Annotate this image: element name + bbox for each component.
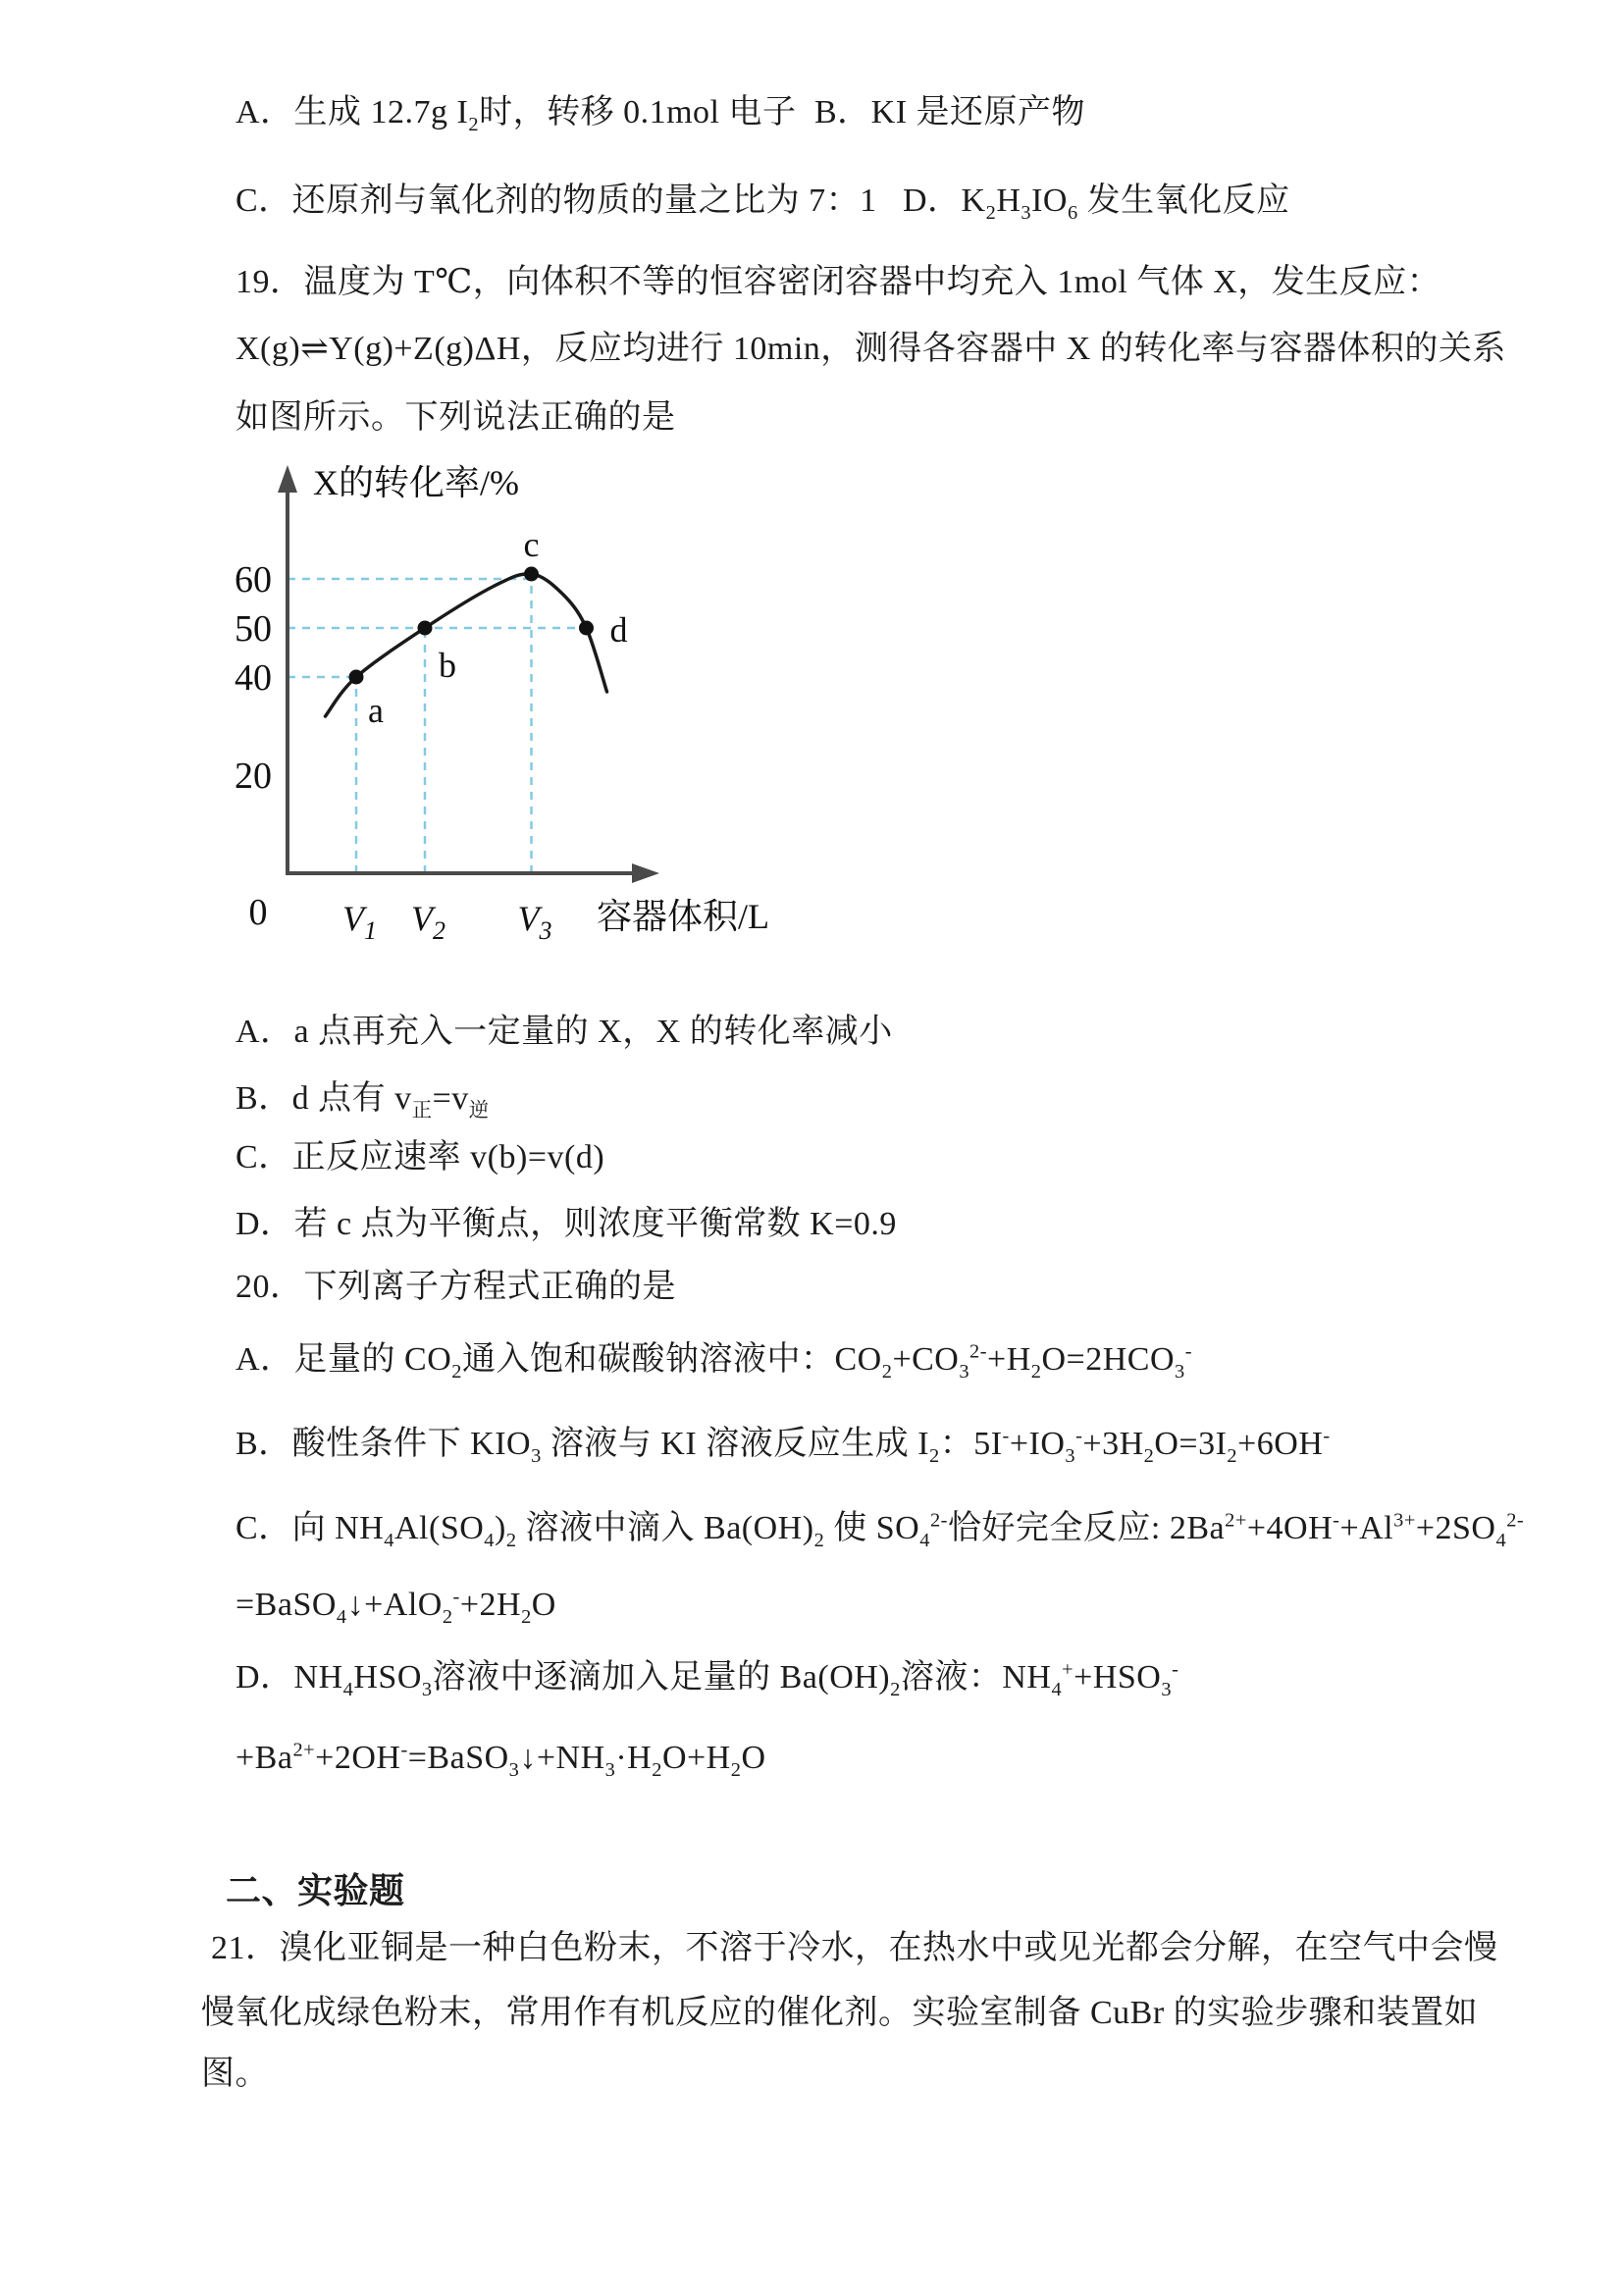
q19-option-d: D．若 c 点为平衡点，则浓度平衡常数 K=0.9 (236, 1206, 897, 1242)
svg-text:a: a (368, 691, 384, 730)
q18-option-a: A．生成 12.7g $I_2$时，转移 0.1mol 电子 (236, 94, 797, 135)
svg-text:50: 50 (235, 608, 272, 650)
svg-text:X的转化率/%: X的转化率/% (313, 463, 519, 502)
q19-option-b: B．d 点有 $v_正=v_逆$ (236, 1080, 490, 1122)
svg-text:20: 20 (235, 756, 272, 797)
q21-line2: 慢氧化成绿色粉末，常用作有机反应的催化剂。实验室制备 CuBr 的实验步骤和装置如 (201, 1995, 1479, 2031)
svg-text:V2: $V_2$ (411, 899, 445, 945)
svg-text:容器体积/L: 容器体积/L (597, 897, 769, 936)
q18-option-b: B．KI 是还原产物 (814, 94, 1086, 130)
q20-option-b: B．酸性条件下 $KIO_3$ 溶液与 KI 溶液反应生成 $I_2$：$5I^-+IO_3^-+3H_2O=3I_2+6OH^-$ (236, 1425, 1331, 1467)
q19-stem-line2: X(g)⇌Y(g)+Z(g)ΔH，反应均进行 10min，测得各容器中 X 的转化率与容器体积的关系 (236, 331, 1506, 367)
q21-line1: 21．溴化亚铜是一种白色粉末，不溶于冷水，在热水中或见光都会分解，在空气中会慢 (211, 1930, 1498, 1966)
svg-text:40: 40 (235, 657, 272, 699)
q19-option-c: C．正反应速率 v(b)=v(d) (236, 1139, 605, 1175)
svg-text:V3: $V_3$ (517, 899, 552, 945)
q21-line3: 图。 (201, 2056, 269, 2092)
q19-stem-line1: 19．温度为 T℃，向体积不等的恒容密闭容器中均充入 1mol 气体 X，发生反应： (236, 264, 1441, 300)
q19-stem-line3: 如图所示。下列说法正确的是 (236, 399, 676, 436)
svg-text:b: b (439, 646, 456, 685)
q20-option-a: A．足量的 $CO_2$通入饱和碳酸钠溶液中：$CO_2+CO_3^{2-}+H_2O=2HCO_3^-$ (236, 1340, 1192, 1383)
svg-text:d: d (609, 610, 628, 650)
chart-svg (206, 449, 873, 984)
svg-text:0: 0 (248, 892, 268, 933)
section2-title: 二、实验题 (226, 1871, 405, 1910)
q19-option-a: A．a 点再充入一定量的 X，X 的转化率减小 (236, 1014, 893, 1050)
q20-stem: 20．下列离子方程式正确的是 (236, 1269, 676, 1305)
svg-text:c: c (523, 525, 540, 564)
q20-option-c-line1: C．向 $NH_4Al(SO_4)_2$ 溶液中滴入 $Ba(OH)_2$ 使 $SO_4^{2-}$恰好完全反应: $2Ba^{2+}+4OH^-+Al^{3+}+2SO_4^{2-}$ (236, 1509, 1525, 1551)
conversion-rate-chart (206, 449, 873, 984)
q18-option-c: C．还原剂与氧化剂的物质的量之比为 7：1 (236, 183, 877, 219)
svg-text:60: 60 (235, 559, 272, 600)
q20-option-d-line1: D．$NH_4HSO_3$溶液中逐滴加入足量的 $Ba(OH)_2$溶液：$NH_4^++HSO_3^-$ (236, 1658, 1179, 1700)
q20-option-d-line2: $+Ba^{2+}+2OH^-=BaSO_3↓+NH_3\cdot H_2O+H_2O$ (236, 1739, 766, 1781)
q18-option-d: D．$K_2H_3IO_6$ 发生氧化反应 (903, 183, 1290, 224)
q20-option-c-line2: $=BaSO_4↓+AlO_2^-+2H_2O$ (236, 1586, 556, 1628)
svg-text:V1: $V_1$ (342, 899, 377, 945)
